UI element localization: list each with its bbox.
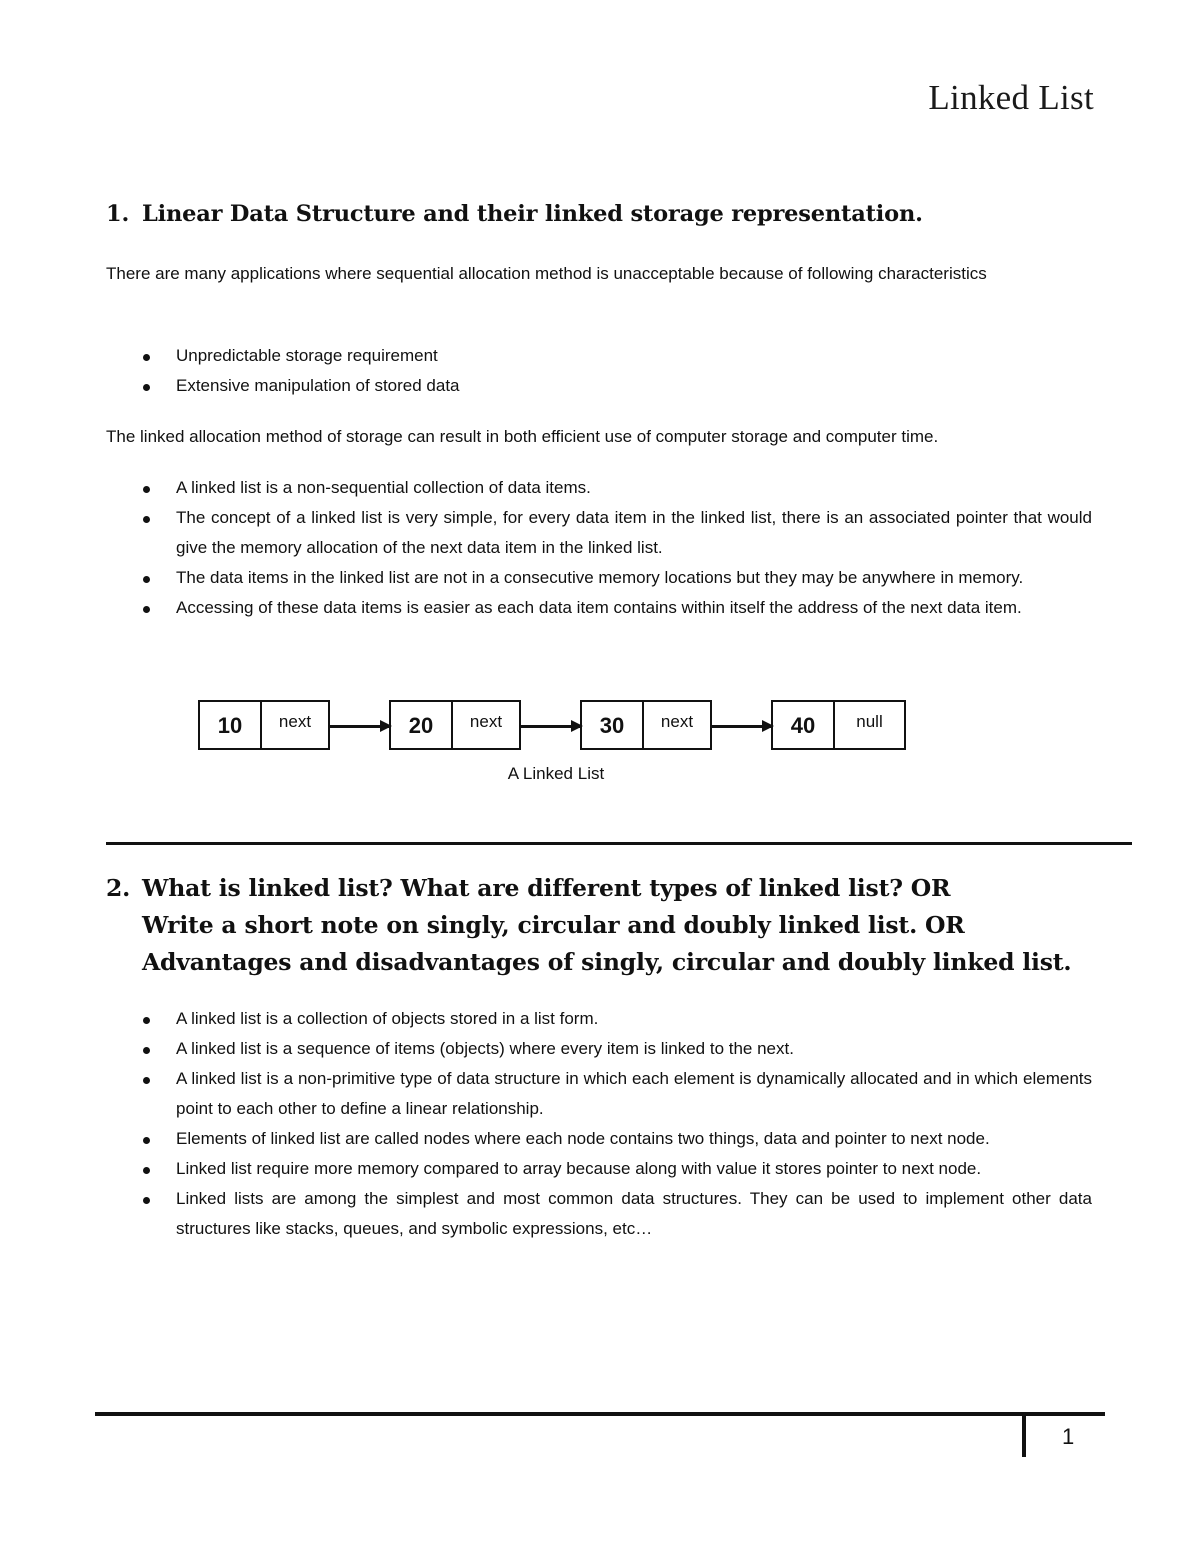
list-item: The concept of a linked list is very simple, for every data item in the linked list, there is an associated pointer that would give the memory allocation of the next data item in the linked list. <box>106 503 1092 563</box>
section-2-number: 2. <box>106 874 131 902</box>
list-item: A linked list is a collection of objects stored in a list form. <box>106 1004 1092 1034</box>
section-2-title-line: What is linked list? What are different types of linked list? OR <box>142 874 951 902</box>
list-item: A linked list is a non-primitive type of data structure in which each element is dynamically allocated and in which elements point to each other to define a linear relationship. <box>106 1064 1092 1124</box>
node-value: 10 <box>200 702 262 748</box>
section-2-title-line: Write a short note on singly, circular and doubly linked list. OR <box>142 911 965 939</box>
footer-bar <box>1022 1415 1026 1457</box>
node-pointer: null <box>856 712 883 731</box>
list-item: Unpredictable storage requirement <box>106 341 1092 371</box>
section-1-intro: There are many applications where sequential allocation method is unacceptable because of following characteristics <box>106 264 987 283</box>
bullet-icon <box>143 486 150 493</box>
section-2-title-line: Advantages and disadvantages of singly, circular and doubly linked list. <box>142 948 1072 976</box>
bullet-icon <box>143 1197 150 1204</box>
linked-list-diagram <box>0 690 1200 800</box>
bullet-icon <box>143 1077 150 1084</box>
bullet-icon <box>143 384 150 391</box>
list-item: Accessing of these data items is easier as each data item contains within itself the address of the next data item. <box>106 593 1092 623</box>
list-item: The data items in the linked list are not in a consecutive memory locations but they may be anywhere in memory. <box>106 563 1092 593</box>
bullet-icon <box>143 1017 150 1024</box>
node-value: 40 <box>773 702 835 748</box>
section-divider <box>106 842 1132 845</box>
node-pointer: next <box>278 712 312 731</box>
section-1-heading <box>106 196 923 233</box>
list-node <box>389 700 521 750</box>
page-header-title: Linked List <box>928 78 1094 117</box>
arrow-icon <box>521 725 581 728</box>
bullet-icon <box>143 606 150 613</box>
section-2-points <box>106 1004 1092 1244</box>
bullet-icon <box>143 576 150 583</box>
list-node <box>771 700 906 750</box>
node-pointer: next <box>660 712 694 731</box>
arrow-icon <box>330 725 390 728</box>
list-item: Linked lists are among the simplest and most common data structures. They can be used to implement other data structures like stacks, queues, and symbolic expressions, etc… <box>106 1184 1092 1244</box>
section-1-number: 1. <box>106 201 130 227</box>
section-1-statement: The linked allocation method of storage can result in both efficient use of computer storage and computer time. <box>106 427 939 446</box>
node-pointer: next <box>469 712 503 731</box>
characteristics-list <box>106 341 1092 401</box>
arrow-icon <box>712 725 772 728</box>
list-node <box>580 700 712 750</box>
section-1-title: Linear Data Structure and their linked storage representation. <box>142 201 923 227</box>
section-1-points <box>106 473 1092 623</box>
list-item: Linked list require more memory compared to array because along with value it stores pointer to next node. <box>106 1154 1092 1184</box>
bullet-icon <box>143 354 150 361</box>
bullet-icon <box>143 1047 150 1054</box>
section-2-heading <box>106 870 1071 981</box>
bullet-icon <box>143 1137 150 1144</box>
page-number: 1 <box>1062 1424 1075 1449</box>
footer-rule <box>95 1412 1105 1416</box>
bullet-icon <box>143 516 150 523</box>
node-value: 20 <box>391 702 453 748</box>
list-item: Elements of linked list are called nodes where each node contains two things, data and pointer to next node. <box>106 1124 1092 1154</box>
bullet-icon <box>143 1167 150 1174</box>
list-item: A linked list is a non-sequential collection of data items. <box>106 473 1092 503</box>
diagram-caption: A Linked List <box>507 764 605 783</box>
list-node <box>198 700 330 750</box>
list-item: A linked list is a sequence of items (objects) where every item is linked to the next. <box>106 1034 1092 1064</box>
node-value: 30 <box>582 702 644 748</box>
list-item: Extensive manipulation of stored data <box>106 371 1092 401</box>
